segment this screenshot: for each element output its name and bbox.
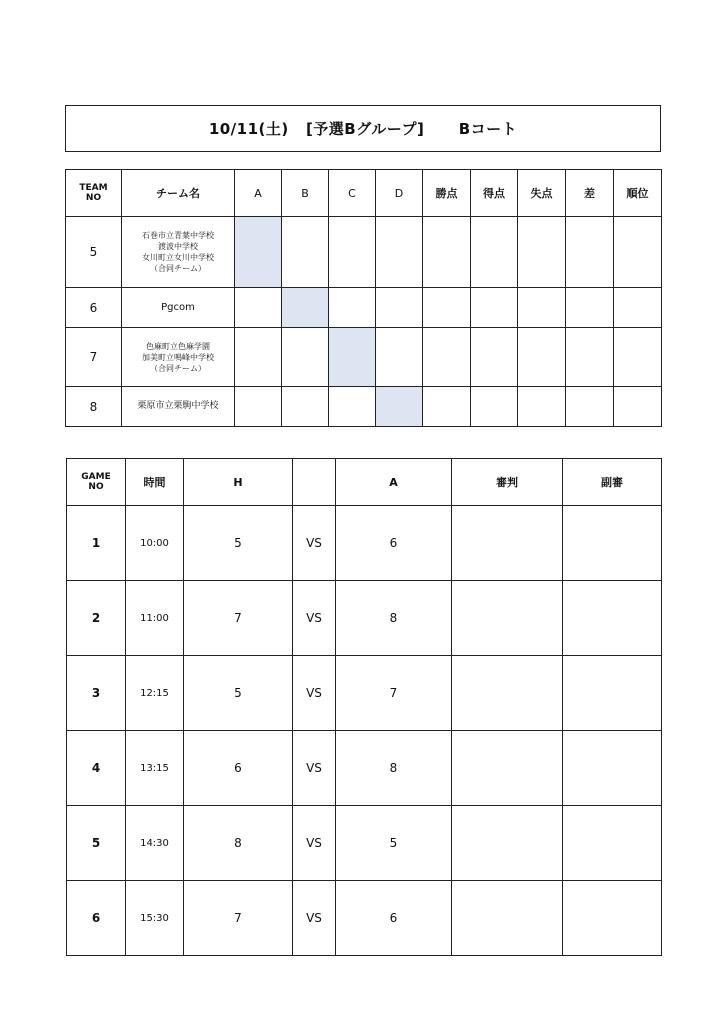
- team-name-line: 栗原市立栗駒中学校: [137, 401, 219, 411]
- table-row: [67, 881, 662, 956]
- header-home: H: [184, 459, 293, 506]
- result-cell[interactable]: [329, 217, 376, 288]
- game-no: 3: [67, 656, 126, 731]
- title-court: Bコート: [458, 120, 518, 138]
- goals-for-cell[interactable]: [471, 387, 518, 427]
- sub-referee-cell[interactable]: [563, 506, 662, 581]
- team-name: [122, 328, 235, 387]
- goals-against-cell[interactable]: [518, 288, 566, 328]
- result-cell[interactable]: [376, 328, 423, 387]
- team-no: 7: [66, 328, 122, 387]
- table-row: [66, 217, 662, 288]
- team-name-line: 渡波中学校: [158, 242, 198, 251]
- team-name: [122, 288, 235, 328]
- result-cell[interactable]: [329, 387, 376, 427]
- game-time: 14:30: [126, 806, 184, 881]
- vs-label: VS: [293, 581, 336, 656]
- team-no: 5: [66, 217, 122, 288]
- table-row: [67, 656, 662, 731]
- away-team: 5: [336, 806, 452, 881]
- rank-cell[interactable]: [614, 217, 662, 288]
- game-no: 4: [67, 731, 126, 806]
- header-game-no: [67, 459, 126, 506]
- result-cell[interactable]: [376, 217, 423, 288]
- result-cell[interactable]: [282, 217, 329, 288]
- rank-cell[interactable]: [614, 328, 662, 387]
- header-away: A: [336, 459, 452, 506]
- team-no: 8: [66, 387, 122, 427]
- result-cell[interactable]: [282, 387, 329, 427]
- page-title: [65, 105, 661, 152]
- diagonal-cell: [235, 217, 282, 288]
- away-team: 6: [336, 881, 452, 956]
- rank-cell[interactable]: [614, 288, 662, 328]
- goals-against-cell[interactable]: [518, 387, 566, 427]
- game-no: 2: [67, 581, 126, 656]
- result-cell[interactable]: [282, 328, 329, 387]
- goals-against-cell[interactable]: [518, 328, 566, 387]
- title-date: 10/11(土): [208, 120, 289, 138]
- sub-referee-cell[interactable]: [563, 806, 662, 881]
- sub-referee-cell[interactable]: [563, 656, 662, 731]
- table-row: [67, 581, 662, 656]
- team-name-line: （合同チーム）: [150, 363, 206, 373]
- header-vs: [293, 459, 336, 506]
- diff-cell[interactable]: [566, 288, 614, 328]
- result-cell[interactable]: [235, 288, 282, 328]
- team-name-line: （合同チーム）: [150, 264, 206, 273]
- standings-table: [65, 169, 662, 427]
- header-team-name: チーム名: [122, 170, 235, 217]
- game-no: 6: [67, 881, 126, 956]
- referee-cell[interactable]: [452, 581, 563, 656]
- team-name-line: 女川町立女川中学校: [142, 253, 214, 262]
- header-col-b: B: [282, 170, 329, 217]
- home-team: 5: [184, 506, 293, 581]
- goals-against-cell[interactable]: [518, 217, 566, 288]
- home-team: 7: [184, 581, 293, 656]
- referee-cell[interactable]: [452, 806, 563, 881]
- goals-for-cell[interactable]: [471, 328, 518, 387]
- diff-cell[interactable]: [566, 217, 614, 288]
- game-no: 1: [67, 506, 126, 581]
- home-team: 5: [184, 656, 293, 731]
- team-name: [122, 387, 235, 427]
- team-name-line: 加美町立鳴峰中学校: [142, 352, 214, 362]
- diagonal-cell: [329, 328, 376, 387]
- vs-label: VS: [293, 656, 336, 731]
- game-no: 5: [67, 806, 126, 881]
- team-name-line: 色麻町立色麻学園: [146, 341, 210, 351]
- schedule-header-row: [67, 459, 662, 506]
- game-time: 13:15: [126, 731, 184, 806]
- header-win-points: 勝点: [423, 170, 471, 217]
- away-team: 7: [336, 656, 452, 731]
- rank-cell[interactable]: [614, 387, 662, 427]
- header-diff: 差: [566, 170, 614, 217]
- win-points-cell[interactable]: [423, 387, 471, 427]
- header-goals-for: 得点: [471, 170, 518, 217]
- sub-referee-cell[interactable]: [563, 881, 662, 956]
- away-team: 8: [336, 731, 452, 806]
- header-game-no-line2: NO: [88, 482, 104, 492]
- win-points-cell[interactable]: [423, 217, 471, 288]
- team-name: [122, 217, 235, 288]
- win-points-cell[interactable]: [423, 328, 471, 387]
- team-name-line: 石巻市立青葉中学校: [142, 231, 214, 240]
- diagonal-cell: [376, 387, 423, 427]
- header-team-no-line2: NO: [85, 193, 102, 203]
- header-time: 時間: [126, 459, 184, 506]
- away-team: 6: [336, 506, 452, 581]
- table-row: [66, 288, 662, 328]
- game-time: 12:15: [126, 656, 184, 731]
- vs-label: VS: [293, 806, 336, 881]
- vs-label: VS: [293, 731, 336, 806]
- result-cell[interactable]: [329, 288, 376, 328]
- schedule-table: [66, 458, 662, 956]
- title-group: [予選Bグループ]: [305, 120, 425, 138]
- sub-referee-cell[interactable]: [563, 731, 662, 806]
- header-col-a: A: [235, 170, 282, 217]
- result-cell[interactable]: [235, 387, 282, 427]
- result-cell[interactable]: [376, 288, 423, 328]
- away-team: 8: [336, 581, 452, 656]
- header-team-no-line1: TEAM: [79, 183, 108, 193]
- vs-label: VS: [293, 506, 336, 581]
- table-row: [66, 328, 662, 387]
- goals-for-cell[interactable]: [471, 217, 518, 288]
- home-team: 7: [184, 881, 293, 956]
- home-team: 8: [184, 806, 293, 881]
- goals-for-cell[interactable]: [471, 288, 518, 328]
- game-time: 10:00: [126, 506, 184, 581]
- sub-referee-cell[interactable]: [563, 581, 662, 656]
- game-time: 15:30: [126, 881, 184, 956]
- table-row: [67, 731, 662, 806]
- referee-cell[interactable]: [452, 731, 563, 806]
- team-no: 6: [66, 288, 122, 328]
- vs-label: VS: [293, 881, 336, 956]
- referee-cell[interactable]: [452, 656, 563, 731]
- referee-cell[interactable]: [452, 506, 563, 581]
- header-rank: 順位: [614, 170, 662, 217]
- table-row: [67, 806, 662, 881]
- table-row: [66, 387, 662, 427]
- header-col-c: C: [329, 170, 376, 217]
- team-name-line: Pgcom: [161, 302, 195, 313]
- header-sub-referee: 副審: [563, 459, 662, 506]
- standings-header-row: [66, 170, 662, 217]
- home-team: 6: [184, 731, 293, 806]
- result-cell[interactable]: [235, 328, 282, 387]
- header-col-d: D: [376, 170, 423, 217]
- header-referee: 審判: [452, 459, 563, 506]
- table-row: [67, 506, 662, 581]
- diff-cell[interactable]: [566, 387, 614, 427]
- win-points-cell[interactable]: [423, 288, 471, 328]
- game-time: 11:00: [126, 581, 184, 656]
- referee-cell[interactable]: [452, 881, 563, 956]
- header-game-no-line1: GAME: [81, 472, 111, 482]
- diagonal-cell: [282, 288, 329, 328]
- header-goals-against: 失点: [518, 170, 566, 217]
- header-team-no: [66, 170, 122, 217]
- diff-cell[interactable]: [566, 328, 614, 387]
